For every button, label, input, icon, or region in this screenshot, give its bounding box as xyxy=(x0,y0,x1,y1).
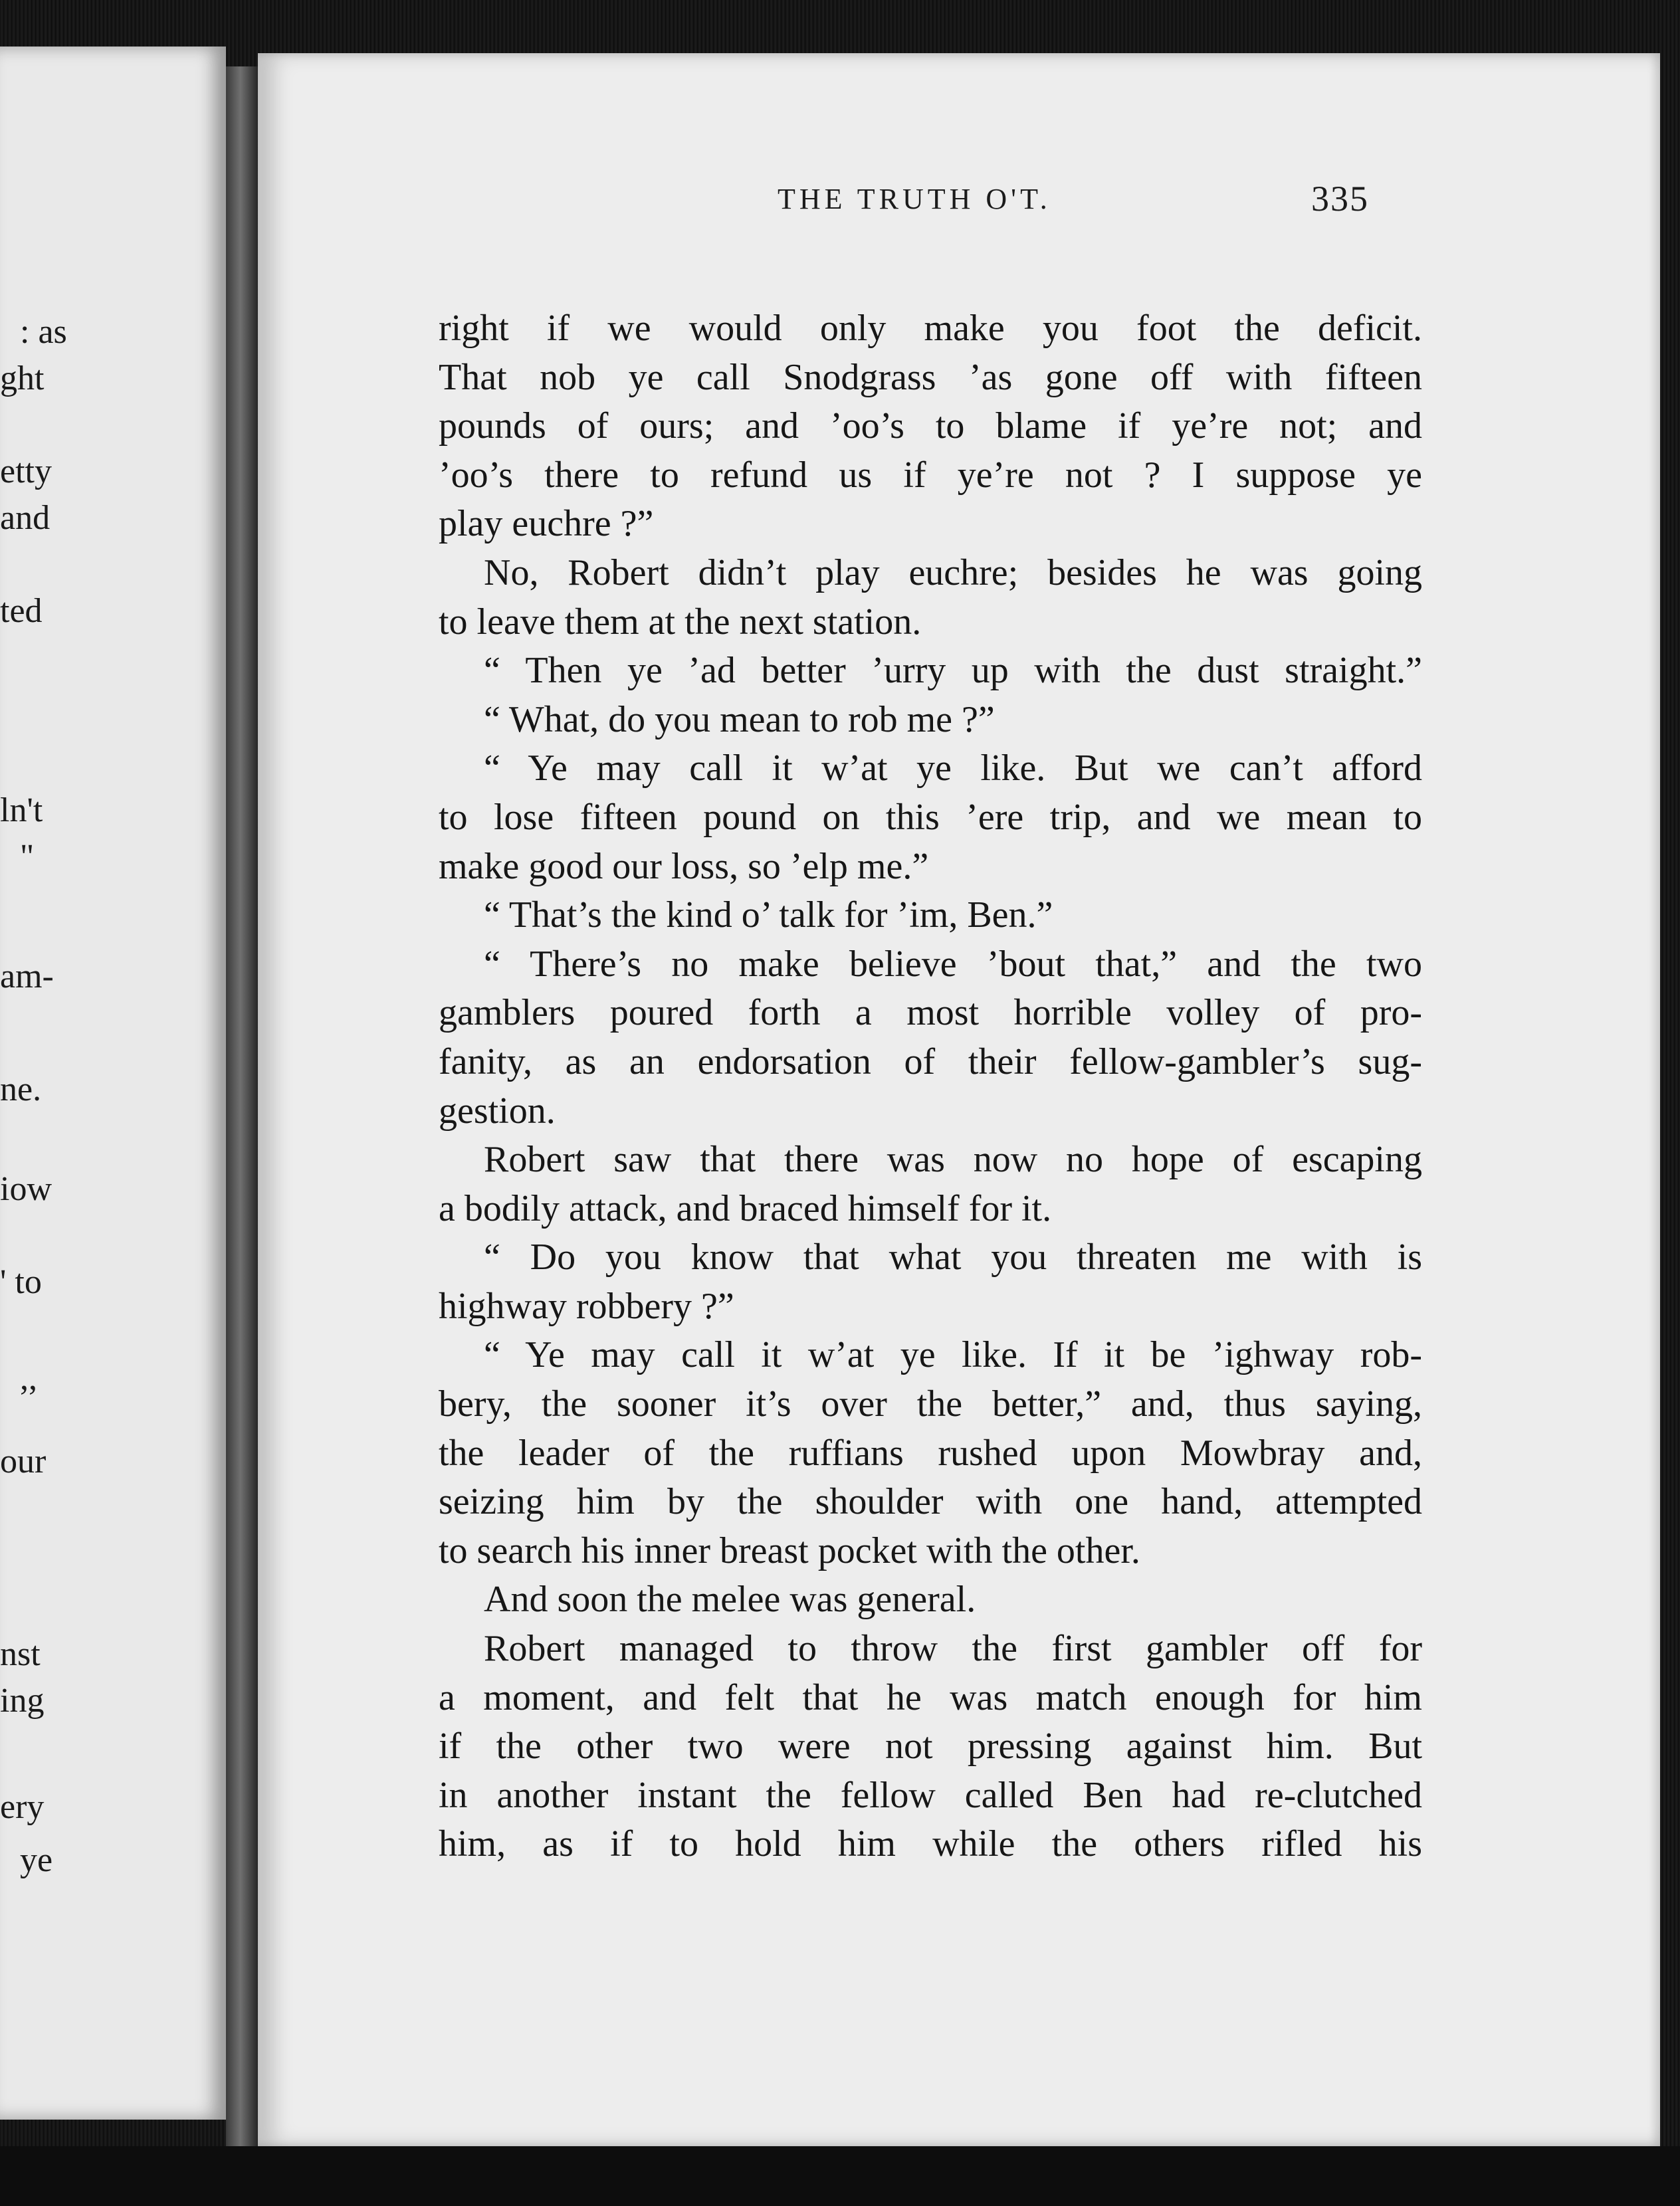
running-head-title: THE TRUTH O'T. xyxy=(778,183,1051,215)
left-page-fragment: ln't xyxy=(0,791,43,829)
text-line: “ Then ye ’ad better ’urry up with the dust straight.” xyxy=(484,650,1422,692)
left-page-fragment: am- xyxy=(0,957,54,995)
left-page-fragment: ght xyxy=(0,359,45,397)
text-line: Robert saw that there was now no hope of escaping xyxy=(484,1139,1422,1181)
text-line: “ What, do you mean to rob me ?” xyxy=(484,698,995,740)
text-line: in another instant the fellow called Ben had re-clutched xyxy=(439,1774,1422,1816)
left-page-fragment: our xyxy=(0,1443,47,1480)
left-page-text-fragments xyxy=(0,47,226,2120)
text-line: to leave them at the next station. xyxy=(439,601,922,643)
body-text xyxy=(439,304,1422,1869)
left-page-fragment: : as xyxy=(20,313,67,351)
left-page-fragment: ,, xyxy=(20,1359,37,1397)
page-gutter xyxy=(226,66,258,2153)
text-line: No, Robert didn’t play euchre; besides he was going xyxy=(484,552,1422,593)
left-page-fragment: etty xyxy=(0,452,52,490)
left-page xyxy=(0,47,226,2120)
left-page-fragment: ne. xyxy=(0,1070,42,1108)
text-line: gestion. xyxy=(439,1090,556,1132)
bottom-edge xyxy=(0,2146,1680,2206)
text-line: a bodily attack, and braced himself for it. xyxy=(439,1187,1052,1229)
text-line: And soon the melee was general. xyxy=(484,1579,976,1621)
text-line: ’oo’s there to refund us if ye’re not ? I suppose ye xyxy=(439,454,1422,496)
text-line: “ Ye may call it w’at ye like. But we can’t afford xyxy=(484,748,1422,789)
left-page-fragment: " xyxy=(20,838,35,876)
left-page-fragment: ye xyxy=(20,1841,53,1879)
text-line: the leader of the ruffians rushed upon Mowbray and, xyxy=(439,1432,1422,1474)
text-line: highway robbery ?” xyxy=(439,1285,734,1327)
text-line: gamblers poured forth a most horrible volley of pro- xyxy=(439,992,1422,1034)
text-line: That nob ye call Snodgrass ’as gone off with fifteen xyxy=(439,356,1422,398)
text-line: bery, the sooner it’s over the better,” and, thus saying, xyxy=(439,1383,1422,1425)
text-line: make good our loss, so ’elp me.” xyxy=(439,845,929,887)
text-line: a moment, and felt that he was match enough for him xyxy=(439,1676,1422,1718)
left-page-fragment: ing xyxy=(0,1682,45,1720)
text-line: Robert managed to throw the first gambler off for xyxy=(484,1628,1422,1670)
text-line: play euchre ?” xyxy=(439,503,654,545)
text-line: if the other two were not pressing against him. But xyxy=(439,1726,1422,1767)
text-line: him, as if to hold him while the others rifled his xyxy=(439,1823,1422,1865)
text-line: “ Do you know that what you threaten me with is xyxy=(484,1237,1422,1278)
page-number: 335 xyxy=(1311,179,1369,219)
text-line: to search his inner breast pocket with the other. xyxy=(439,1530,1140,1571)
text-line: to lose fifteen pound on this ’ere trip, and we mean to xyxy=(439,796,1422,838)
text-line: fanity, as an endorsation of their fellow-gambler’s sug- xyxy=(439,1041,1422,1082)
left-page-fragment: iow xyxy=(0,1170,52,1208)
left-page-fragment: ' to xyxy=(0,1263,42,1301)
text-line: “ That’s the kind o’ talk for ’im, Ben.” xyxy=(484,894,1053,936)
left-page-fragment: ted xyxy=(0,592,43,630)
running-head xyxy=(518,178,1396,225)
text-line: “ There’s no make believe ’bout that,” and the two xyxy=(484,943,1422,985)
text-line: right if we would only make you foot the deficit. xyxy=(439,308,1422,349)
left-page-fragment: and xyxy=(0,499,51,537)
text-line: seizing him by the shoulder with one hand, attempted xyxy=(439,1481,1422,1523)
text-line: pounds of ours; and ’oo’s to blame if ye’re not; and xyxy=(439,405,1422,447)
left-page-fragment: nst xyxy=(0,1635,41,1673)
text-line: “ Ye may call it w’at ye like. If it be ’ighway rob- xyxy=(484,1334,1422,1376)
left-page-fragment: ery xyxy=(0,1788,45,1826)
